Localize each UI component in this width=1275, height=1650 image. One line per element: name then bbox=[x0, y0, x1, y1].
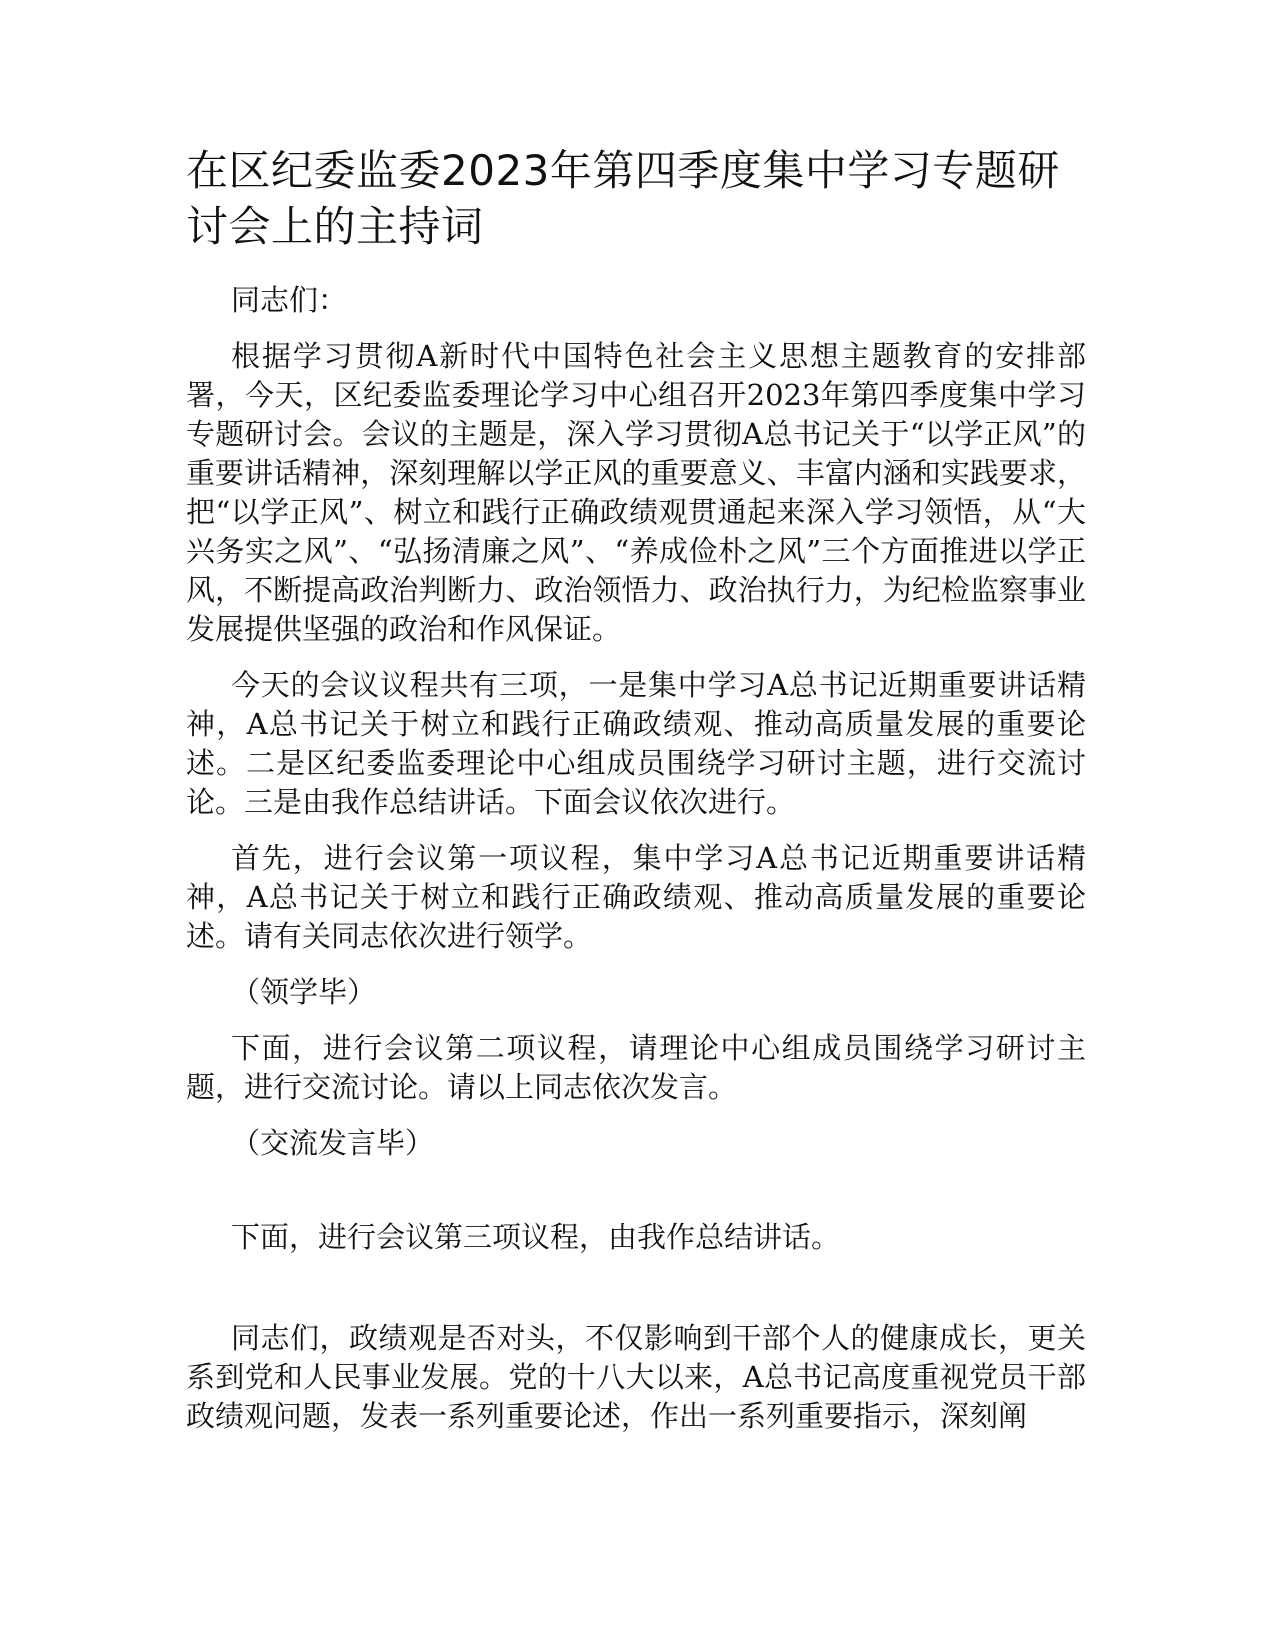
stage-note-discussion: （交流发言毕） bbox=[231, 1126, 435, 1160]
paragraph-theme: 根据学习贯彻A新时代中国特色社会主义思想主题教育的安排部署，今天，区纪委监委理论学习中心组召开2023年第四季度集中学习专题研讨会。会议的主题是，深入学习贯彻A总书记关于“以学正风”的重要讲话精神，深刻理解以学正风的重要意义、丰富内涵和实践要求，把“以学正风”、树立和践行正确政绩观贯通起来深入学习领悟，从“大兴务实之风”、“弘扬清廉之风”、“养成俭朴之风”三个方面推进以学正风，不断提高政治判断力、政治领悟力、政治执行力，为纪检监察事业发展提供坚强的政治和作风保证。 bbox=[186, 339, 1086, 646]
paragraph-agenda: 今天的会议议程共有三项，一是集中学习A总书记近期重要讲话精神，A总书记关于树立和践行正确政绩观、推动高质量发展的重要论述。二是区纪委监委理论中心组成员围绕学习研讨主题，进行交流讨论。三是由我作总结讲话。下面会议依次进行。 bbox=[186, 668, 1086, 819]
stage-note-study: （领学毕） bbox=[231, 975, 377, 1009]
paragraph-item-one: 首先，进行会议第一项议程，集中学习A总书记近期重要讲话精神，A总书记关于树立和践行正确政绩观、推动高质量发展的重要论述。请有关同志依次进行领学。 bbox=[186, 841, 1086, 953]
document-page bbox=[186, 143, 1086, 1453]
salutation: 同志们： bbox=[231, 283, 348, 317]
paragraph-closing-speech: 同志们，政绩观是否对头，不仅影响到干部个人的健康成长，更关系到党和人民事业发展。党的十八大以来，A总书记高度重视党员干部政绩观问题，发表一系列重要论述，作出一系列重要指示，深刻阐 bbox=[186, 1321, 1086, 1433]
document-title: 在区纪委监委2023年第四季度集中学习专题研讨会上的主持词 bbox=[186, 146, 1060, 251]
paragraph-item-two: 下面，进行会议第二项议程，请理论中心组成员围绕学习研讨主题，进行交流讨论。请以上同志依次发言。 bbox=[186, 1031, 1086, 1104]
paragraph-item-three: 下面，进行会议第三项议程，由我作总结讲话。 bbox=[231, 1220, 841, 1254]
